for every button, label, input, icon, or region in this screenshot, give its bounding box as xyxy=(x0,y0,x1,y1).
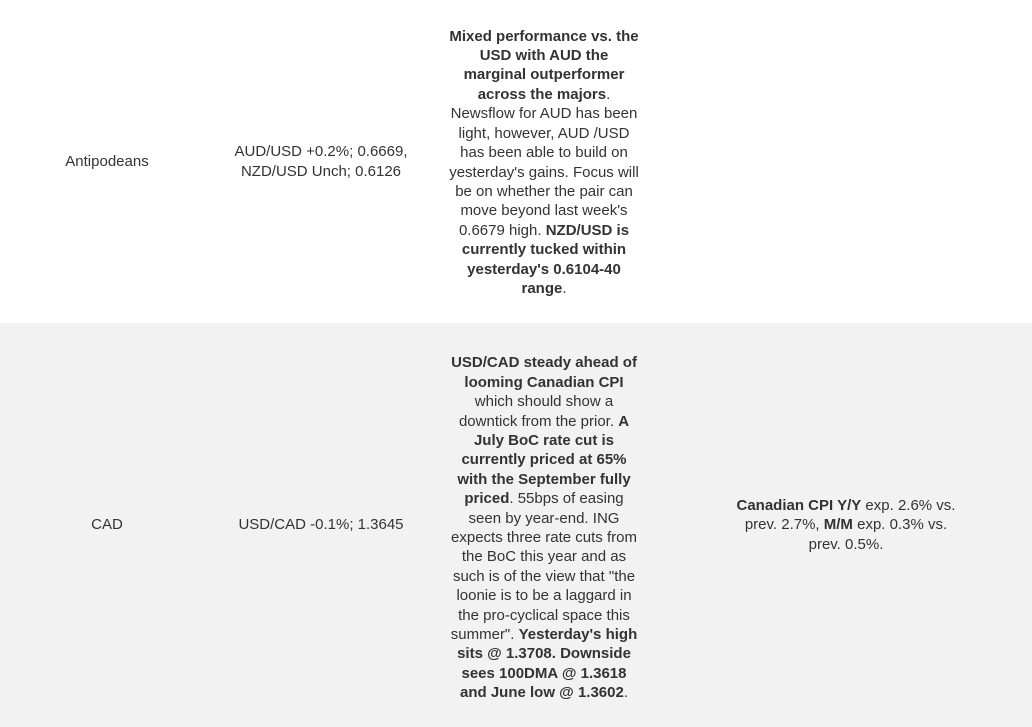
commentary-bold: Mixed performance vs. the USD with AUD the marginal outperformer across the majors xyxy=(449,27,639,103)
commentary-bold: Yesterday's high sits @ 1.3708. Downside sees 100DMA @ 1.3618 and June low @ 1.3602 xyxy=(457,626,638,702)
price-cell xyxy=(214,323,428,727)
commentary-cell xyxy=(428,0,660,323)
commentary-text xyxy=(447,25,641,299)
commentary-plain: which should show a downtick from the prior. xyxy=(458,393,619,430)
price-line: AUD/USD +0.2%; 0.6669, xyxy=(234,143,408,161)
table-row-antipodeans xyxy=(0,0,1032,323)
commentary-bold: NZD/USD is currently tucked within yesterday's 0.6104-40 range xyxy=(461,221,630,297)
commentary-plain: . xyxy=(623,684,629,702)
events-text xyxy=(735,496,957,554)
events-cell xyxy=(660,0,1032,323)
commentary-plain: . Newsflow for AUD has been light, however, AUD /USD has been able to build on yesterday's gains. Focus will be on whether the pair can move beyond last week's 0.6679 high. xyxy=(449,85,639,239)
events-plain: exp. 0.3% vs. prev. 0.5%. xyxy=(808,516,948,553)
events-bold: Canadian CPI Y/Y xyxy=(736,496,862,514)
commentary-bold: A July BoC rate cut is currently priced at 65% with the September fully priced xyxy=(457,412,631,508)
region-cell xyxy=(0,0,214,323)
commentary-cell xyxy=(428,323,660,727)
commentary-bold: USD/CAD steady ahead of looming Canadian CPI xyxy=(451,354,637,391)
region-cell xyxy=(0,323,214,727)
commentary-plain: . xyxy=(562,279,567,297)
region-label: Antipodeans xyxy=(65,152,149,170)
commentary-text xyxy=(447,347,641,702)
price-line: NZD/USD Unch; 0.6126 xyxy=(240,162,402,180)
commentary-plain: . 55bps of easing seen by year-end. ING expects three rate cuts from the BoC this year and as such is of the view that "the loonie is to be a laggard in the pro-cyclical space this summer". xyxy=(450,490,637,644)
price-cell xyxy=(214,0,428,323)
events-cell xyxy=(660,323,1032,727)
events-plain: exp. 2.6% vs. prev. 2.7%, xyxy=(744,496,956,534)
region-label: CAD xyxy=(91,516,123,534)
table-row-cad xyxy=(0,323,1032,727)
price-line: USD/CAD -0.1%; 1.3645 xyxy=(238,516,404,534)
events-bold: M/M xyxy=(823,516,853,534)
